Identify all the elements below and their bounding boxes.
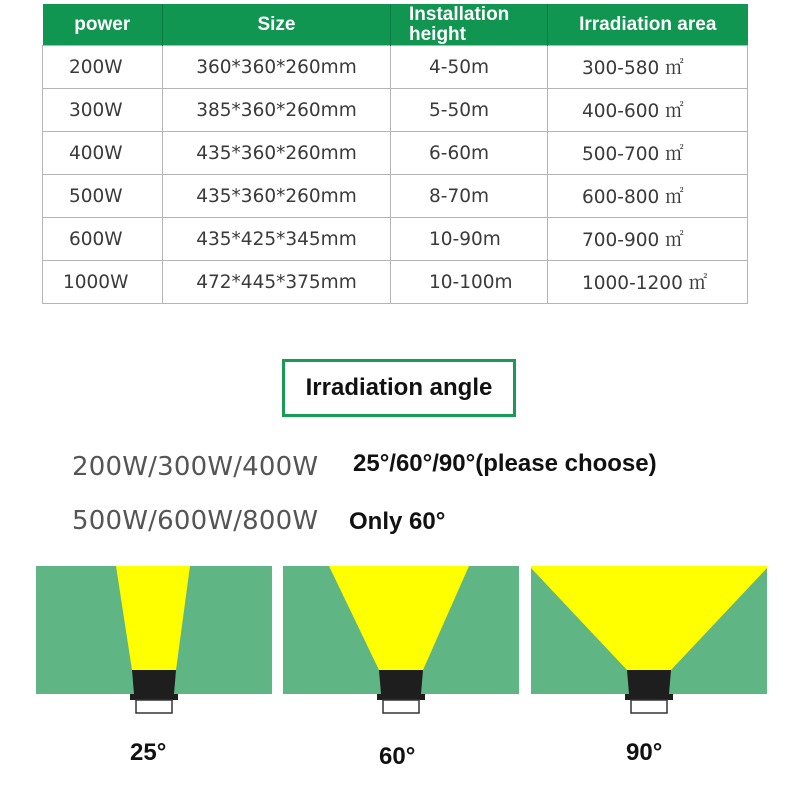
beam-60-graphic [283,566,519,718]
cell-height: 5-50m [391,89,548,132]
cell-area: 600-800 ㎡ [548,175,748,218]
beam-25-graphic [36,566,272,718]
beam-angle-label: 90° [626,739,663,766]
cell-area: 300-580 ㎡ [548,46,748,89]
table-row [43,175,748,218]
beam-90-graphic [531,566,767,718]
lamp-base-icon [383,700,419,713]
header-installation-height: Installation height [391,4,548,46]
cell-height: 10-90m [391,218,548,261]
option-wattage: 500W/600W/800W [72,506,319,536]
lamp-rim-icon [377,694,425,700]
spec-table [42,4,748,304]
beam-illustration-90 [531,566,767,718]
cell-area: 700-900 ㎡ [548,218,748,261]
header-size: Size [163,4,391,46]
lamp-head-icon [379,670,423,694]
table-row [43,132,748,175]
table-row [43,261,748,304]
cell-height: 6-60m [391,132,548,175]
cell-size: 435*425*345mm [163,218,391,261]
table-row [43,46,748,89]
lamp-head-icon [627,670,671,694]
option-angle-choice: Only 60° [349,508,446,535]
beam-illustration-25 [36,566,272,718]
lamp-rim-icon [130,694,178,700]
cell-height: 4-50m [391,46,548,89]
cell-power: 200W [43,46,163,89]
cell-size: 435*360*260mm [163,175,391,218]
table-row [43,218,748,261]
cell-size: 385*360*260mm [163,89,391,132]
header-irradiation-area: Irradiation area [548,4,748,46]
irradiation-angle-title-text: Irradiation angle [305,374,493,401]
lamp-base-icon [631,700,667,713]
cell-size: 360*360*260mm [163,46,391,89]
cell-power: 600W [43,218,163,261]
lamp-rim-icon [625,694,673,700]
beam-angle-label: 25° [130,739,167,766]
lamp-base-icon [136,700,172,713]
header-power: power [43,4,163,46]
table-row [43,89,748,132]
lamp-head-icon [132,670,176,694]
cell-area: 400-600 ㎡ [548,89,748,132]
table-header-row [43,4,748,46]
cell-size: 472*445*375mm [163,261,391,304]
cell-power: 400W [43,132,163,175]
irradiation-angle-title [282,359,516,417]
cell-power: 500W [43,175,163,218]
cell-size: 435*360*260mm [163,132,391,175]
cell-area: 1000-1200 ㎡ [548,261,748,304]
beam-illustration-60 [283,566,519,718]
option-wattage: 200W/300W/400W [72,452,319,482]
beam-angle-label: 60° [379,743,416,770]
cell-height: 10-100m [391,261,548,304]
cell-power: 300W [43,89,163,132]
option-angle-choice: 25°/60°/90°(please choose) [353,450,657,477]
cell-power: 1000W [43,261,163,304]
cell-height: 8-70m [391,175,548,218]
cell-area: 500-700 ㎡ [548,132,748,175]
